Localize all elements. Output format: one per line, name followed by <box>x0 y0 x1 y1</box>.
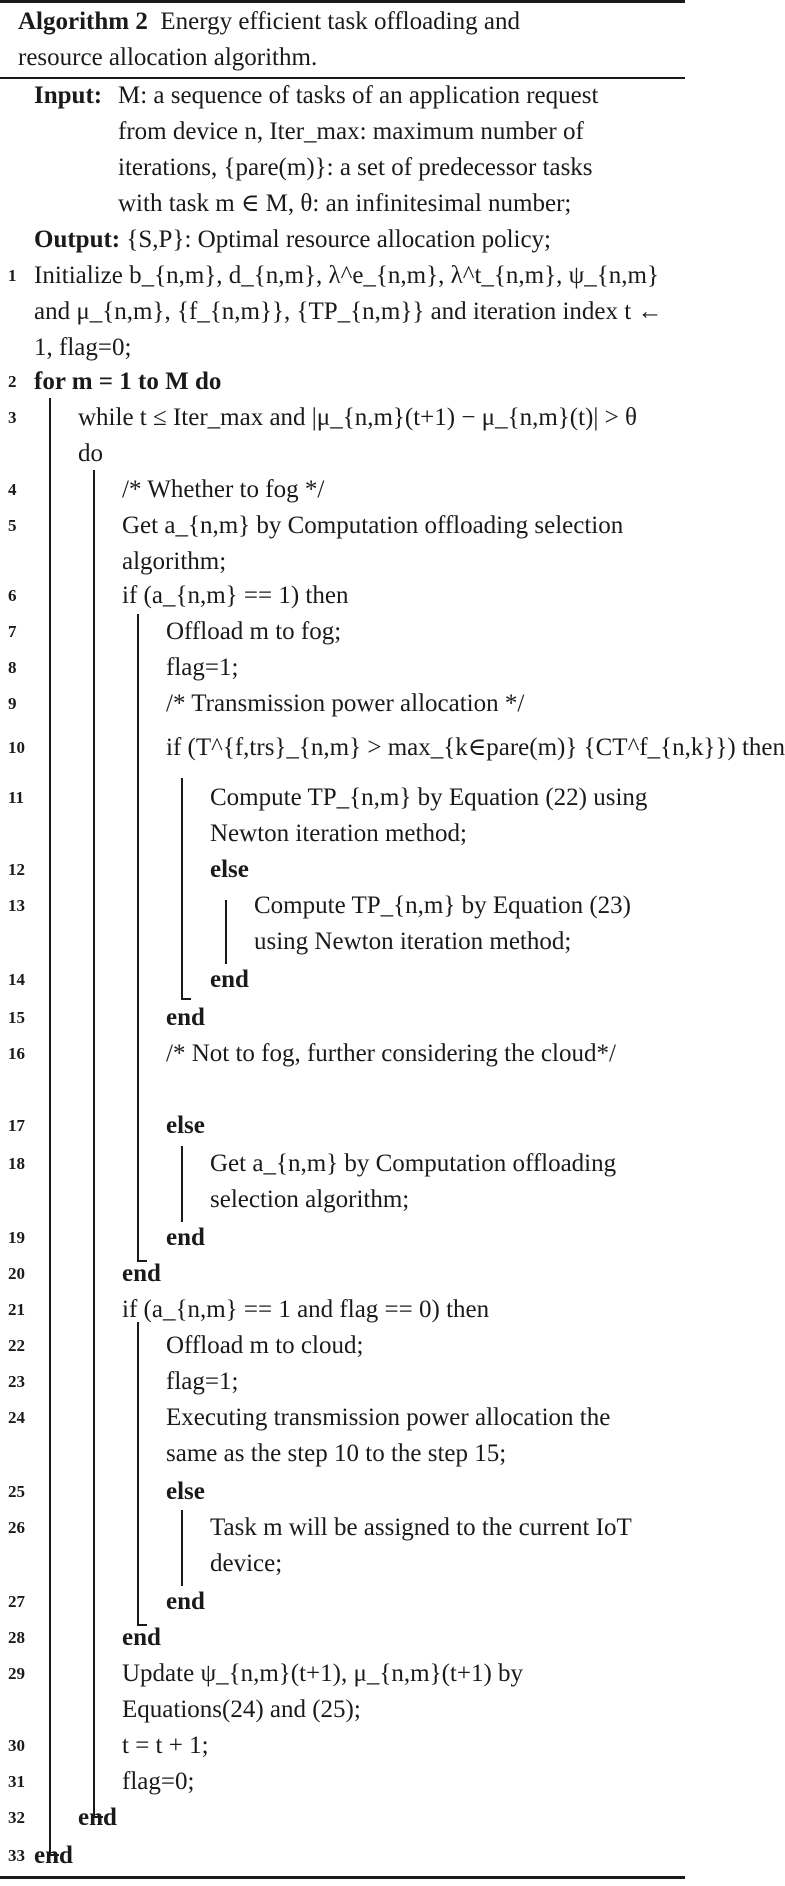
line-number: 17 <box>8 1116 25 1135</box>
line-number: 29 <box>8 1664 25 1683</box>
line-6-text: if (a_{n,m} == 1) then <box>122 582 349 609</box>
input-line-3: iterations, {pare(m)}: a set of predecessor tasks <box>118 154 593 181</box>
line-18-text: Get a_{n,m} by Computation offloading selection algorithm; <box>210 1150 617 1213</box>
line-number: 18 <box>8 1154 25 1173</box>
line-number: 5 <box>8 516 17 535</box>
line-30-text: t = t + 1; <box>122 1732 209 1759</box>
scope-bar-if-trs <box>181 778 183 1000</box>
scope-bar-if-cloud <box>137 1322 139 1626</box>
algorithm-caption <box>18 4 658 76</box>
line-21-text: if (a_{n,m} == 1 and flag == 0) then <box>122 1296 490 1323</box>
input-line-1: M: a sequence of tasks of an application request <box>118 82 599 109</box>
line-13-text: Compute TP_{n,m} by Equation (23) using Newton iteration method; <box>254 892 631 955</box>
line-22-text: Offload m to cloud; <box>166 1332 364 1359</box>
scope-bar-else-cloud <box>181 1146 183 1222</box>
line-31-text: flag=0; <box>122 1768 195 1795</box>
line-number: 31 <box>8 1772 25 1791</box>
output-label: Output: <box>34 226 121 253</box>
line-16-text: /* Not to fog, further considering the cloud*/ <box>166 1040 616 1067</box>
line-number: 33 <box>8 1846 25 1865</box>
line-number: 27 <box>8 1592 25 1611</box>
line-15-text: end <box>166 1004 205 1031</box>
line-28-text: end <box>122 1624 161 1651</box>
bottom-rule <box>0 1876 685 1879</box>
input-label: Input: <box>34 82 103 109</box>
line-number: 26 <box>8 1518 25 1537</box>
line-4-text: /* Whether to fog */ <box>122 476 325 503</box>
line-number: 21 <box>8 1300 25 1319</box>
scope-bar-while <box>93 470 95 1818</box>
line-33-text: end <box>34 1842 73 1869</box>
line-25-text: else <box>166 1478 205 1505</box>
line-19-text: end <box>166 1224 205 1251</box>
caption-label: Algorithm 2 <box>18 8 148 35</box>
line-number: 22 <box>8 1336 25 1355</box>
scope-bar-if-fog <box>137 614 139 1262</box>
line-number: 2 <box>8 372 17 391</box>
line-number: 8 <box>8 658 17 677</box>
output-text: {S,P}: Optimal resource allocation policy; <box>126 226 551 253</box>
line-number: 13 <box>8 896 25 915</box>
line-8-text: flag=1; <box>166 654 239 681</box>
line-number: 15 <box>8 1008 25 1027</box>
line-number: 16 <box>8 1044 25 1063</box>
top-rule <box>0 0 685 3</box>
line-number: 9 <box>8 694 17 713</box>
line-32-text: end <box>78 1804 117 1831</box>
caption-title-2: resource allocation algorithm. <box>18 44 318 71</box>
output-row <box>34 222 551 258</box>
line-1-text: Initialize b_{n,m}, d_{n,m}, λ^e_{n,m}, λ^t_{n,m}, ψ_{n,m} and μ_{n,m}, {f_{n,m}}, {TP_{n,m}} and iteration index t ← 1, flag=0; <box>34 262 663 361</box>
line-20-text: end <box>122 1260 161 1287</box>
line-number: 12 <box>8 860 25 879</box>
line-23-text: flag=1; <box>166 1368 239 1395</box>
line-26-text: Task m will be assigned to the current IoT device; <box>210 1514 632 1577</box>
caption-title-1: Energy efficient task offloading and <box>160 8 520 35</box>
line-number: 10 <box>8 738 25 757</box>
line-number: 20 <box>8 1264 25 1283</box>
line-number: 32 <box>8 1808 25 1827</box>
line-number: 7 <box>8 622 17 641</box>
line-17-text: else <box>166 1112 205 1139</box>
line-24-text: Executing transmission power allocation the same as the step 10 to the step 15; <box>166 1404 611 1467</box>
line-number: 4 <box>8 480 17 499</box>
input-line-4: with task m ∈ M, θ: an infinitesimal number; <box>118 190 572 217</box>
line-12-text: else <box>210 856 249 883</box>
line-number: 6 <box>8 586 17 605</box>
scope-bar-else-eq23 <box>225 900 227 964</box>
line-29-text: Update ψ_{n,m}(t+1), μ_{n,m}(t+1) by Equations(24) and (25); <box>122 1660 524 1723</box>
line-number: 1 <box>8 266 17 285</box>
line-number: 14 <box>8 970 25 989</box>
scope-bar-else-iot <box>181 1510 183 1586</box>
line-5-text: Get a_{n,m} by Computation offloading selection algorithm; <box>122 512 624 575</box>
line-number: 3 <box>8 408 17 427</box>
line-number: 23 <box>8 1372 25 1391</box>
line-number: 28 <box>8 1628 25 1647</box>
line-9-text: /* Transmission power allocation */ <box>166 690 525 717</box>
line-14-text: end <box>210 966 249 993</box>
line-number: 24 <box>8 1408 25 1427</box>
input-line-2: from device n, Iter_max: maximum number of <box>118 118 584 145</box>
line-3-text: while t ≤ Iter_max and |μ_{n,m}(t+1) − μ_{n,m}(t)| > θ do <box>78 404 637 467</box>
line-27-text: end <box>166 1588 205 1615</box>
scope-bar-for <box>49 398 51 1856</box>
line-number: 19 <box>8 1228 25 1247</box>
line-7-text: Offload m to fog; <box>166 618 342 645</box>
line-number: 30 <box>8 1736 25 1755</box>
line-11-text: Compute TP_{n,m} by Equation (22) using Newton iteration method; <box>210 784 648 847</box>
line-2-text: for m = 1 to M do <box>34 368 222 395</box>
line-10-text: if (T^{f,trs}_{n,m} > max_{k∈pare(m)} {CT^f_{n,k}}) then <box>166 734 785 761</box>
line-number: 25 <box>8 1482 25 1501</box>
line-number: 11 <box>8 788 25 807</box>
